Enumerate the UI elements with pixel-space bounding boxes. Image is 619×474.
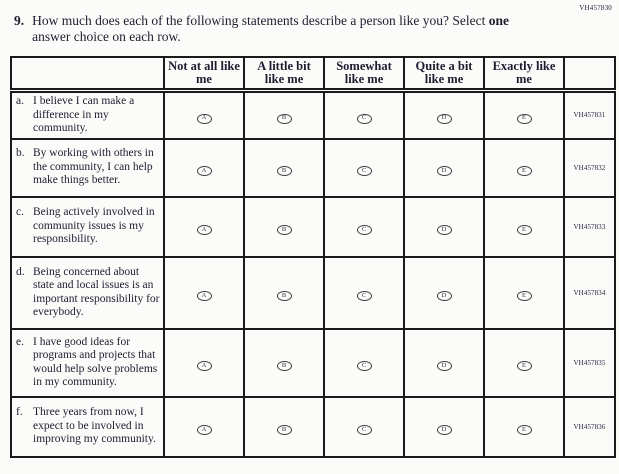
answer-bubble-a[interactable] xyxy=(197,225,212,235)
statement-text: I have good ideas for programs and projects that would help solve problems in my community. xyxy=(33,335,158,388)
statement-cell xyxy=(11,197,164,257)
bubble-letter: B xyxy=(281,361,287,369)
bubble-letter: D xyxy=(441,425,447,433)
answer-cell xyxy=(324,197,404,257)
header-row xyxy=(11,57,615,91)
bubble-letter: A xyxy=(201,291,207,299)
answer-bubble-d[interactable] xyxy=(437,291,452,301)
answer-cell xyxy=(324,91,404,139)
table-row xyxy=(11,257,615,329)
bubble-letter: D xyxy=(441,291,447,299)
answer-cell xyxy=(484,257,564,329)
row-letter: b. xyxy=(16,147,25,160)
answer-bubble-b[interactable] xyxy=(277,166,292,176)
answer-bubble-e[interactable] xyxy=(517,225,532,235)
statement-wrap xyxy=(16,147,161,188)
column-header-not-at-all: Not at all like me xyxy=(164,57,244,91)
answer-cell xyxy=(164,257,244,329)
bubble-letter: A xyxy=(201,361,207,369)
statement-cell xyxy=(11,139,164,197)
answer-bubble-b[interactable] xyxy=(277,114,292,124)
item-code: VH457834 xyxy=(564,257,615,329)
answer-bubble-b[interactable] xyxy=(277,291,292,301)
statement-wrap xyxy=(16,206,161,247)
statement-text: I believe I can make a difference in my community. xyxy=(33,95,135,134)
statement-text: Three years from now, I expect to be involved in improving my community. xyxy=(33,406,156,446)
answer-cell xyxy=(404,397,484,457)
table-row xyxy=(11,139,615,197)
statement-cell xyxy=(11,397,164,457)
answer-bubble-e[interactable] xyxy=(517,361,532,371)
item-code: VH457836 xyxy=(564,397,615,457)
answer-cell xyxy=(164,197,244,257)
answer-bubble-c[interactable] xyxy=(357,225,372,235)
answer-cell xyxy=(404,139,484,197)
answer-bubble-d[interactable] xyxy=(437,425,452,435)
answer-bubble-a[interactable] xyxy=(197,425,212,435)
answer-cell xyxy=(324,329,404,397)
item-code: VH457832 xyxy=(564,139,615,197)
bubble-letter: E xyxy=(522,361,526,369)
answer-cell xyxy=(484,197,564,257)
row-letter: f. xyxy=(16,406,23,419)
bubble-letter: B xyxy=(281,114,287,122)
column-header-a-little-bit: A little bit like me xyxy=(244,57,324,91)
item-code: VH457835 xyxy=(564,329,615,397)
answer-cell xyxy=(244,139,324,197)
statement-wrap xyxy=(16,406,161,447)
table-row xyxy=(11,397,615,457)
answer-bubble-a[interactable] xyxy=(197,291,212,301)
code-column-header xyxy=(564,57,615,91)
bubble-letter: C xyxy=(361,166,367,174)
statement-text: Being actively involved in community issues is my responsibility. xyxy=(33,206,155,246)
answer-cell xyxy=(404,197,484,257)
statement-wrap xyxy=(16,95,161,136)
answer-bubble-e[interactable] xyxy=(517,425,532,435)
answer-bubble-b[interactable] xyxy=(277,361,292,371)
row-letter: c. xyxy=(16,206,24,219)
bubble-letter: E xyxy=(522,291,526,299)
answer-cell xyxy=(244,397,324,457)
question-text-bold: one xyxy=(488,13,509,28)
table-row xyxy=(11,91,615,139)
answer-cell xyxy=(164,91,244,139)
column-header-quite-a-bit: Quite a bit like me xyxy=(404,57,484,91)
bubble-letter: E xyxy=(522,425,526,433)
question-text-start: How much does each of the following statements describe a person like you? Select xyxy=(32,13,486,28)
bubble-letter: B xyxy=(281,291,287,299)
answer-bubble-c[interactable] xyxy=(357,291,372,301)
answer-bubble-c[interactable] xyxy=(357,166,372,176)
column-header-exactly-like: Exactly like me xyxy=(484,57,564,91)
answer-matrix-table xyxy=(10,56,616,458)
question-block xyxy=(14,13,559,45)
statement-cell xyxy=(11,329,164,397)
form-item-code: VH457830 xyxy=(579,4,612,12)
question-text-end: answer choice on each row. xyxy=(32,29,181,44)
answer-bubble-c[interactable] xyxy=(357,361,372,371)
statement-wrap xyxy=(16,266,161,320)
answer-bubble-a[interactable] xyxy=(197,114,212,124)
bubble-letter: A xyxy=(201,114,207,122)
answer-bubble-a[interactable] xyxy=(197,166,212,176)
row-letter: e. xyxy=(16,335,24,348)
answer-cell xyxy=(484,329,564,397)
bubble-letter: E xyxy=(522,114,526,122)
answer-cell xyxy=(244,329,324,397)
bubble-letter: B xyxy=(281,225,287,233)
answer-bubble-a[interactable] xyxy=(197,361,212,371)
bubble-letter: A xyxy=(201,225,207,233)
answer-cell xyxy=(244,257,324,329)
answer-bubble-c[interactable] xyxy=(357,114,372,124)
question-number: 9. xyxy=(14,13,25,28)
answer-cell xyxy=(324,139,404,197)
answer-cell xyxy=(404,91,484,139)
row-letter: a. xyxy=(16,95,24,107)
statement-wrap xyxy=(16,336,161,390)
bubble-letter: A xyxy=(201,166,207,174)
answer-cell xyxy=(484,139,564,197)
item-code: VH457831 xyxy=(564,91,615,139)
column-header-somewhat: Somewhat like me xyxy=(324,57,404,91)
answer-cell xyxy=(404,329,484,397)
bubble-letter: C xyxy=(361,361,367,369)
bubble-letter: C xyxy=(361,225,367,233)
bubble-letter: B xyxy=(281,425,287,433)
statement-cell xyxy=(11,257,164,329)
answer-bubble-b[interactable] xyxy=(277,425,292,435)
statement-text: By working with others in the community, I can help make things better. xyxy=(33,147,154,187)
statement-text: Being concerned about state and local issues is an important responsibility for everybody. xyxy=(33,265,160,318)
answer-cell xyxy=(164,329,244,397)
answer-bubble-d[interactable] xyxy=(437,361,452,371)
bubble-letter: D xyxy=(441,166,447,174)
bubble-letter: C xyxy=(361,291,367,299)
answer-cell xyxy=(404,257,484,329)
answer-bubble-c[interactable] xyxy=(357,425,372,435)
answer-cell xyxy=(244,197,324,257)
answer-cell xyxy=(164,139,244,197)
answer-cell xyxy=(484,91,564,139)
item-code: VH457833 xyxy=(564,197,615,257)
question-text xyxy=(32,13,542,45)
table-row xyxy=(11,197,615,257)
answer-bubble-b[interactable] xyxy=(277,225,292,235)
answer-bubble-d[interactable] xyxy=(437,225,452,235)
bubble-letter: D xyxy=(441,225,447,233)
bubble-letter: D xyxy=(441,361,447,369)
answer-cell xyxy=(324,397,404,457)
statement-column-header xyxy=(11,57,164,91)
answer-cell xyxy=(324,257,404,329)
table-row xyxy=(11,329,615,397)
bubble-letter: D xyxy=(441,114,447,122)
answer-bubble-e[interactable] xyxy=(517,114,532,124)
bubble-letter: E xyxy=(522,225,526,233)
bubble-letter: A xyxy=(201,425,207,433)
answer-bubble-d[interactable] xyxy=(437,114,452,124)
bubble-letter: C xyxy=(361,114,367,122)
bubble-letter: E xyxy=(522,166,526,174)
answer-cell xyxy=(164,397,244,457)
answer-cell xyxy=(484,397,564,457)
answer-bubble-e[interactable] xyxy=(517,166,532,176)
statement-cell xyxy=(11,91,164,139)
answer-bubble-e[interactable] xyxy=(517,291,532,301)
row-letter: d. xyxy=(16,265,25,278)
bubble-letter: C xyxy=(361,425,367,433)
bubble-letter: B xyxy=(281,166,287,174)
answer-cell xyxy=(244,91,324,139)
answer-bubble-d[interactable] xyxy=(437,166,452,176)
